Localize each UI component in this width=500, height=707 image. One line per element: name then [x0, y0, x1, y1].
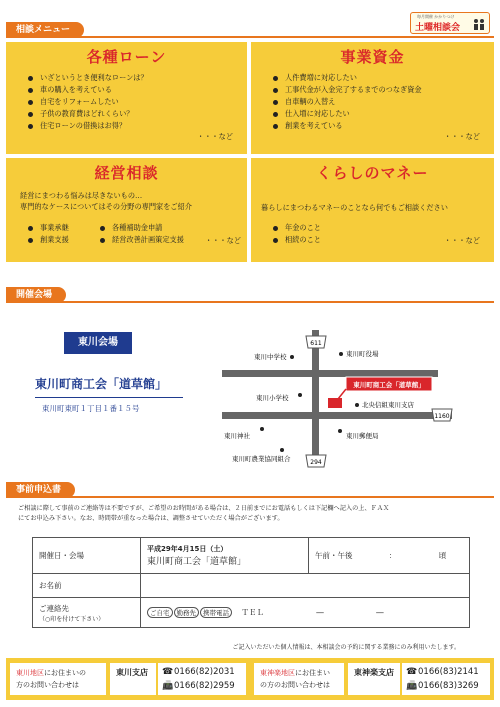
list-item: 相続のこと: [273, 234, 488, 246]
landmark-dot: [298, 393, 302, 397]
list-item: 仕入増に対応したい: [273, 108, 488, 120]
privacy-note: ご記入いただいた個人情報は、本相談会の予約に関する業務にのみ利用いたします。: [232, 644, 460, 651]
landmark-shrine: 東川神社: [224, 432, 250, 440]
management-title: 経営相談: [94, 164, 159, 182]
venue-section-header: [0, 287, 500, 303]
option-mobile[interactable]: 携帯電話: [200, 607, 232, 618]
list-item: 車の購入を考えている: [28, 84, 241, 96]
contact-label: ご連絡先: [39, 603, 69, 613]
venue-label: 東川会場: [64, 332, 132, 354]
option-work[interactable]: 勤務先: [174, 607, 200, 618]
list-item: 自車輌の入替え: [273, 96, 488, 108]
consult-menu: [6, 42, 494, 264]
loan-title: 各種ローン: [86, 48, 167, 66]
list-item: 創業支援: [28, 234, 118, 246]
higashikagura-phones: ☎0166(83)2141 📠0166(83)3269: [402, 663, 490, 695]
list-item: 各種補助金申請: [100, 222, 220, 234]
people-icon: [472, 17, 486, 31]
landmark-dot: [338, 429, 342, 433]
landmark-post-office: 東川郵便局: [346, 432, 379, 440]
landmark-dot: [339, 352, 343, 356]
form-notice: ご相談に際して事前のご連絡等は不要ですが、ご希望のお時間がある場合は、２日前までにお電話もしくは下記欄へ記入の上、ＦＡＸ にてお申込み下さい。なお、時間帯が重なった場合は、調整させていただく場合がございます。: [18, 505, 390, 522]
option-home[interactable]: ご自宅: [147, 607, 173, 618]
management-panel: [6, 158, 247, 262]
event-place: 東川町商工会「道草館」: [147, 557, 247, 567]
business-title: 事業資金: [340, 48, 405, 66]
higashikawa-phones: ☎0166(82)2031 📠0166(82)2959: [158, 663, 246, 695]
access-map: [0, 305, 500, 475]
landmark-dot: [280, 448, 284, 452]
venue-name: 東川町商工会「道草館」: [35, 377, 168, 391]
landmark-town-office: 東川町役場: [346, 350, 379, 358]
higashikagura-branch: 東神楽支店: [348, 663, 400, 695]
venue-callout-text: 東川町商工会「道草館」: [353, 381, 425, 389]
date-venue-label: 開催日・会場: [33, 538, 141, 574]
list-item: 年金のこと: [273, 222, 488, 234]
landmark-dot: [260, 427, 264, 431]
landmark-dot: [290, 355, 294, 359]
fax-icon: 📠: [162, 681, 174, 691]
etc-text: ・・・など: [197, 132, 233, 141]
saturday-consult-logo: 毎月開催 かかりつけ 土曜相談会: [410, 12, 490, 34]
contact-footer: [6, 658, 494, 700]
apply-section-title: 事前申込書: [6, 482, 75, 498]
etc-text: ・・・など: [444, 236, 480, 245]
loan-panel: [6, 42, 247, 154]
name-label: お名前: [33, 574, 141, 598]
etc-text: ・・・など: [205, 236, 241, 245]
list-item: 自宅をリフォームしたい: [28, 96, 241, 108]
form-table: [32, 537, 470, 628]
higashikawa-note: 東川地区にお住まいの 方のお問い合わせは: [10, 663, 106, 695]
list-item: 経営改善計画策定支援: [100, 234, 220, 246]
management-desc-1: 経営にまつわる悩みは尽きないもの…: [20, 191, 143, 200]
venue-address: 東川町東町１丁目１番１５号: [42, 404, 140, 413]
landmark-agri-coop: 東川町農業協同組合: [232, 455, 291, 463]
phone-icon: ☎: [162, 667, 174, 677]
phone-icon: ☎: [406, 667, 418, 677]
svg-text:611: 611: [310, 340, 322, 347]
list-item: 事業承継: [28, 222, 118, 234]
life-money-panel: [251, 158, 494, 262]
venue-section-title: 開催会場: [6, 287, 66, 303]
landmark-elementary: 東川小学校: [256, 394, 289, 402]
contact-sub-label: （○印を付けて下さい）: [39, 615, 105, 623]
apply-section-header: [0, 482, 500, 498]
tel-label: ＴＥＬ: [241, 608, 264, 617]
time-field[interactable]: 午前・午後 ： 頃: [309, 538, 470, 574]
business-panel: [251, 42, 494, 154]
life-money-title: くらしのマネー: [316, 164, 429, 182]
route-611-sign: [306, 336, 326, 348]
landmark-junior-high: 東川中学校: [254, 353, 287, 361]
venue-area: [0, 305, 500, 475]
contact-field[interactable]: ご自宅 勤務先 携帯電話 ＴＥＬ ― ―: [141, 598, 470, 628]
list-item: 子供の教育費はどれくらい？: [28, 108, 241, 120]
route-294-sign: [306, 455, 326, 467]
venue-marker: [328, 398, 342, 408]
menu-section-title: 相談メニュー: [6, 22, 84, 38]
landmark-bank: 北央信組東川支店: [362, 401, 414, 409]
list-item: 工事代金が入金完了するまでのつなぎ資金: [273, 84, 488, 96]
landmark-dot: [355, 403, 359, 407]
list-item: 住宅ローンの借換はお得？: [28, 120, 241, 132]
list-item: 人件費増に対応したい: [273, 72, 488, 84]
svg-text:1160: 1160: [434, 413, 450, 420]
road: [222, 370, 438, 377]
svg-text:294: 294: [310, 459, 322, 466]
event-date: 平成29年4月15日（土）: [147, 545, 228, 553]
road: [312, 330, 319, 460]
higashikawa-branch: 東川支店: [110, 663, 156, 695]
etc-text: ・・・など: [444, 132, 480, 141]
management-desc-2: 専門的なケースについてはその分野の専門家をご紹介: [20, 202, 192, 211]
route-1160-sign: [432, 409, 452, 421]
list-item: 創業を考えている: [273, 120, 488, 132]
higashikagura-note: 東神楽地区にお住まい の方のお問い合わせは: [254, 663, 344, 695]
name-field[interactable]: [141, 574, 470, 598]
list-item: いざというとき便利なローンは？: [28, 72, 241, 84]
road: [222, 412, 452, 419]
life-money-desc: 暮らしにまつわるマネーのことなら何でもご相談ください: [261, 203, 448, 212]
fax-icon: 📠: [406, 681, 418, 691]
